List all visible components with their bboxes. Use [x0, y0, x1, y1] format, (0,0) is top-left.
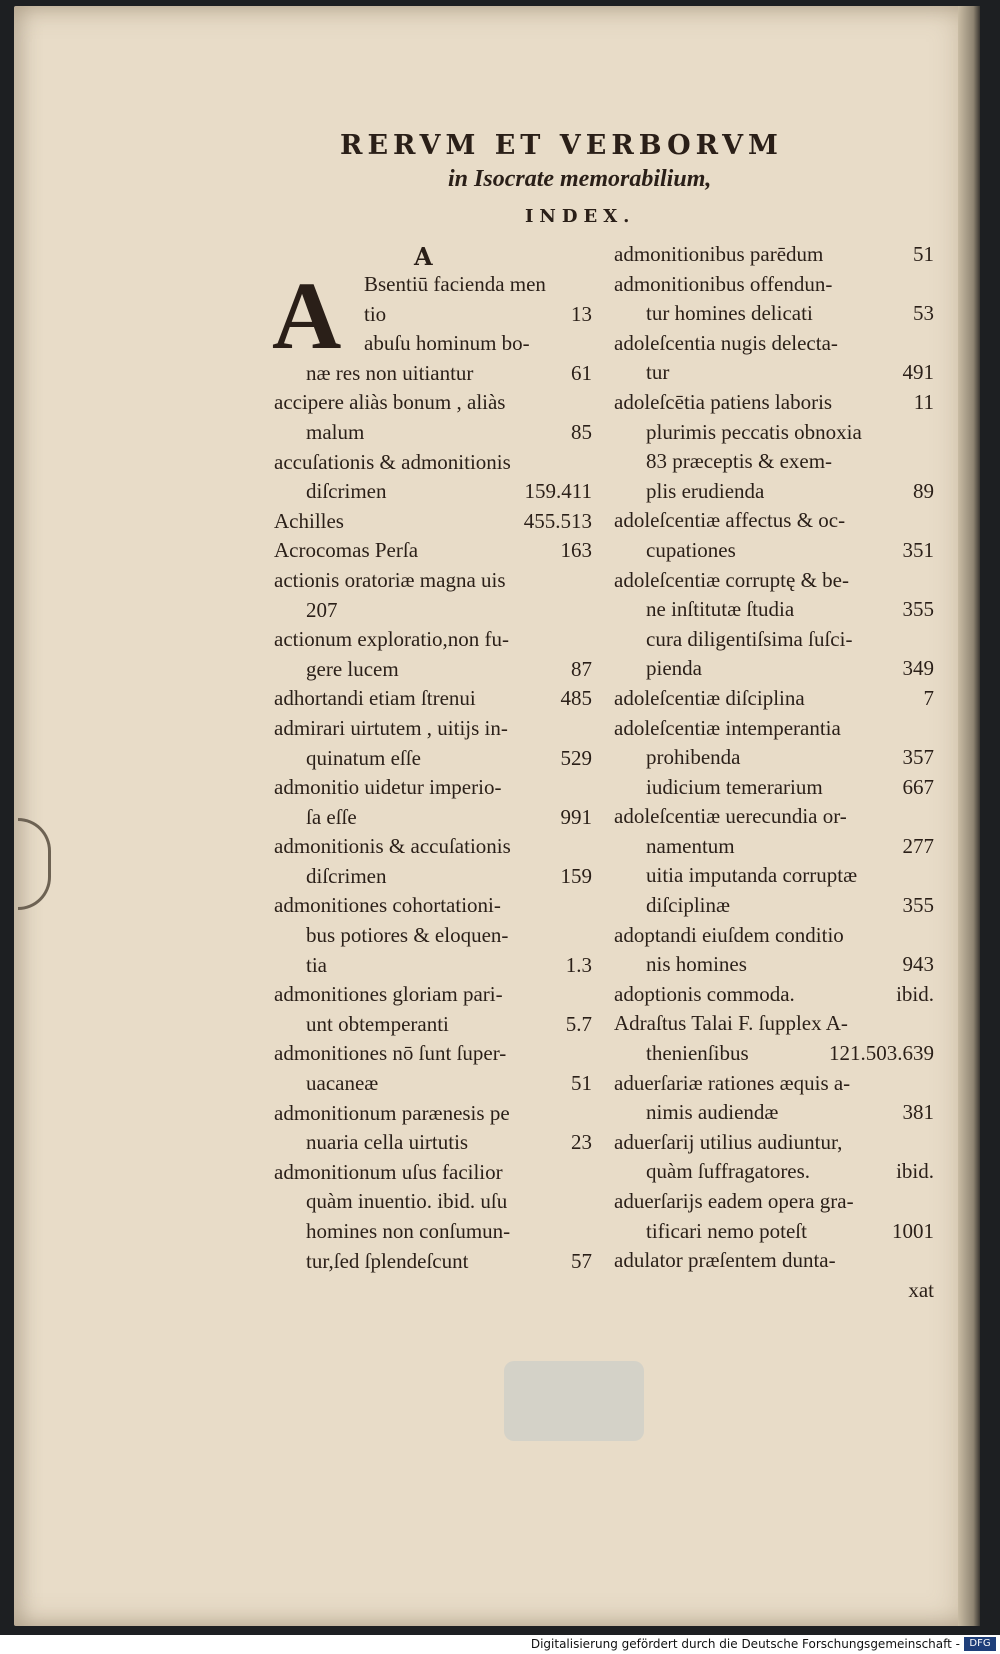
- index-entry: [274, 891, 592, 921]
- entry-text: adoptionis commoda.: [614, 981, 795, 1006]
- index-entry: [614, 477, 934, 507]
- index-entry: [274, 862, 592, 892]
- index-entry: [614, 891, 934, 921]
- index-entry: [274, 921, 592, 951]
- index-entry: [274, 773, 592, 803]
- index-entry: [614, 1069, 934, 1099]
- index-entry: [274, 1069, 592, 1099]
- entry-page-number: 159: [560, 863, 592, 888]
- entry-page-number: 57: [571, 1248, 592, 1273]
- entry-text: quàm ſuffragatores.: [646, 1159, 811, 1184]
- entry-page-number: 349: [902, 656, 934, 681]
- entry-text: aduerſarijs eadem opera gra-: [614, 1189, 854, 1213]
- entry-text: pienda: [646, 656, 702, 681]
- entry-text: aduerſariæ rationes æquis a-: [614, 1070, 851, 1095]
- index-entry: [614, 566, 934, 596]
- entry-text: admonitiones cohortationi-: [274, 893, 501, 918]
- entry-page-number: 5.7: [565, 1011, 592, 1036]
- entry-page-number: 13: [571, 301, 592, 326]
- index-entry: [274, 477, 592, 507]
- entry-text: plis erudienda: [646, 478, 765, 503]
- entry-page-number: 943: [902, 952, 934, 977]
- entry-text: adoleſcentiæ diſciplina: [614, 685, 805, 710]
- entry-page-number: 485: [560, 686, 592, 711]
- index-entry: [614, 447, 934, 477]
- index-entry: [274, 655, 592, 685]
- entry-text: admonitionum parænesis pe: [274, 1100, 510, 1125]
- entry-text: adoleſcentiæ corruptę & be-: [614, 567, 849, 592]
- entry-text: adoleſcentiæ affectus & oc-: [614, 508, 846, 533]
- index-entry: [614, 418, 934, 448]
- entry-text: admonitio uidetur imperio-: [274, 775, 502, 800]
- index-column-right: [614, 240, 934, 1305]
- entry-text: ne inſtitutæ ſtudia: [646, 597, 795, 622]
- index-entry: [614, 1157, 934, 1187]
- index-entry: [274, 300, 592, 330]
- index-entry: [274, 1187, 592, 1217]
- index-entry: [274, 684, 592, 714]
- entry-page-number: ibid.: [896, 981, 934, 1006]
- entry-text: nimis audiendæ: [646, 1100, 779, 1125]
- index-entry: [614, 921, 934, 951]
- entry-text: admonitiones gloriam pari-: [274, 982, 503, 1007]
- index-entry: [614, 358, 934, 388]
- index-entry: [614, 1098, 934, 1128]
- entry-text: admirari uirtutem , uitijs in-: [274, 715, 508, 740]
- entry-text: bus potiores & eloquen-: [306, 923, 509, 948]
- index-entry: [274, 625, 592, 655]
- entry-page-number: 159.411: [524, 479, 592, 504]
- index-entry: [274, 359, 592, 389]
- index-entry: [274, 832, 592, 862]
- index-entry: [274, 1099, 592, 1129]
- entry-page-number: 121.503.639: [829, 1041, 934, 1066]
- drop-cap: A: [272, 262, 342, 369]
- section-letter: A: [414, 242, 433, 271]
- entry-text: tur homines delicati: [646, 301, 813, 326]
- index-column-left: [272, 262, 592, 1276]
- entry-text: adoptandi eiuſdem conditio: [614, 922, 844, 947]
- index-entry: [614, 980, 934, 1010]
- index-entry: [614, 299, 934, 329]
- index-entry: [614, 950, 934, 980]
- index-entry: [274, 448, 592, 478]
- index-entry: [614, 1009, 934, 1039]
- entry-page-number: 491: [902, 360, 934, 385]
- index-entry: [614, 684, 934, 714]
- entry-page-number: 51: [913, 242, 934, 266]
- index-entry: [614, 536, 934, 566]
- entry-text: diſciplinæ: [646, 893, 730, 918]
- entry-text: adoleſcentiæ uerecundia or-: [614, 804, 847, 829]
- entry-page-number: 53: [913, 301, 934, 326]
- entry-text: admonitionibus offendun-: [614, 271, 833, 296]
- index-entry: [614, 1217, 934, 1247]
- entry-page-number: 87: [571, 656, 592, 681]
- index-entry: [614, 773, 934, 803]
- index-entry: [614, 329, 934, 359]
- entry-text: adoleſcentiæ intemperantia: [614, 715, 841, 740]
- entry-text: 83 præceptis & exem-: [646, 449, 833, 474]
- index-entry: [614, 595, 934, 625]
- entry-text: admonitionibus parēdum: [614, 242, 824, 266]
- index-entry: [274, 1128, 592, 1158]
- page-gutter: [958, 6, 980, 1626]
- entry-text: 207: [306, 597, 338, 622]
- entry-text: namentum: [646, 833, 735, 858]
- entry-page-number: 61: [571, 360, 592, 385]
- entry-text: quàm inuentio. ibid. uſu: [306, 1189, 508, 1214]
- entry-page-number: 381: [902, 1100, 934, 1125]
- index-entry: [614, 743, 934, 773]
- entry-text: unt obtemperanti: [306, 1011, 449, 1036]
- index-subtitle: in Isocrate memorabilium,: [448, 166, 712, 192]
- entry-page-number: 351: [902, 537, 934, 562]
- entry-text: thenienſibus: [646, 1041, 749, 1066]
- entry-text: admonitionis & accuſationis: [274, 834, 511, 859]
- entry-text: plurimis peccatis obnoxia: [646, 419, 862, 444]
- index-entry: [274, 951, 592, 981]
- footer-credit: Digitalisierung gefördert durch die Deutsche Forschungsgemeinschaft -: [530, 1637, 960, 1651]
- entry-text: accuſationis & admonitionis: [274, 449, 511, 474]
- entry-page-number: ibid.: [896, 1159, 934, 1184]
- index-entry: [614, 654, 934, 684]
- index-heading: INDEX.: [525, 206, 636, 227]
- entry-page-number: 1.3: [565, 952, 592, 977]
- index-entry: [274, 1010, 592, 1040]
- digitization-footer: [0, 1635, 1000, 1654]
- entry-text: prohibenda: [646, 745, 741, 770]
- index-entry: [614, 832, 934, 862]
- index-entry: [274, 536, 592, 566]
- entry-text: ſa eſſe: [306, 804, 357, 829]
- entry-text: actionum exploratio,non fu-: [274, 627, 510, 652]
- entry-text: adhortandi etiam ſtrenui: [274, 686, 476, 711]
- index-entry: [274, 1217, 592, 1247]
- entry-text: diſcrimen: [306, 863, 387, 888]
- entry-page-number: 455.513: [523, 508, 592, 533]
- entry-text: Adraſtus Talai F. ſupplex A-: [614, 1011, 848, 1036]
- entry-page-number: 85: [571, 419, 592, 444]
- entry-text: nis homines: [646, 952, 747, 977]
- entry-text: quinatum eſſe: [306, 745, 421, 770]
- entry-text: homines non conſumun-: [306, 1219, 511, 1243]
- entry-page-number: 23: [571, 1130, 592, 1155]
- index-entry: [274, 566, 592, 596]
- index-entry: [274, 596, 592, 626]
- entry-text: næ res non uitiantur: [306, 360, 474, 385]
- index-entry: [274, 1247, 592, 1277]
- index-entry: [614, 1187, 934, 1217]
- index-entry: [614, 1039, 934, 1069]
- entry-text: actionis oratoriæ magna uis: [274, 567, 506, 592]
- entry-page-number: 7: [923, 685, 934, 710]
- entry-text: Achilles: [274, 508, 344, 533]
- index-entry: [274, 507, 592, 537]
- index-entry: [614, 270, 934, 300]
- index-title: RERVM ET VERBORVM: [340, 130, 783, 161]
- index-entry: [274, 744, 592, 774]
- index-entry: [614, 802, 934, 832]
- entry-text: adoleſcētia patiens laboris: [614, 389, 833, 414]
- index-entry: [614, 240, 934, 270]
- entry-text: uitia imputanda corruptæ: [646, 863, 858, 888]
- entry-text: malum: [306, 419, 365, 444]
- index-entry: [614, 1128, 934, 1158]
- entry-text: abuſu hominum bo-: [364, 331, 530, 356]
- entry-text: xat: [908, 1277, 934, 1302]
- entry-text: tur: [646, 360, 670, 385]
- index-entry: [274, 980, 592, 1010]
- library-stamp: [504, 1361, 644, 1441]
- entry-text: gere lucem: [306, 656, 399, 681]
- index-entry: [614, 625, 934, 655]
- page-clip: [18, 818, 51, 910]
- entry-text: tia: [306, 952, 327, 977]
- index-entry: [614, 1246, 934, 1276]
- entry-page-number: 51: [571, 1071, 592, 1096]
- entry-page-number: 667: [902, 774, 934, 799]
- index-entry: [614, 861, 934, 891]
- index-entry: [274, 1158, 592, 1188]
- entry-page-number: 355: [902, 597, 934, 622]
- entry-text: Acrocomas Perſa: [274, 538, 419, 563]
- entry-page-number: 89: [913, 478, 934, 503]
- index-entry: [614, 1276, 934, 1306]
- index-entry: [274, 329, 592, 359]
- index-entry: [274, 803, 592, 833]
- entry-text: tio: [364, 301, 387, 326]
- entry-page-number: 277: [902, 833, 934, 858]
- index-entry: [274, 388, 592, 418]
- index-entry: [614, 388, 934, 418]
- index-entry: [274, 270, 592, 300]
- entry-page-number: 991: [560, 804, 592, 829]
- entry-text: iudicium temerarium: [646, 774, 823, 799]
- entry-text: cura diligentiſsima ſuſci-: [646, 626, 853, 651]
- entry-text: nuaria cella uirtutis: [306, 1130, 469, 1155]
- entry-page-number: 355: [902, 893, 934, 918]
- entry-text: adulator præſentem duntа-: [614, 1248, 836, 1273]
- entry-page-number: 163: [560, 538, 592, 563]
- entry-text: tur,ſed ſplendeſcunt: [306, 1248, 469, 1273]
- entry-text: aduerſarij utilius audiuntur,: [614, 1129, 843, 1154]
- entry-text: tificari nemo poteſt: [646, 1218, 807, 1243]
- index-entry: [274, 418, 592, 448]
- entry-page-number: 1001: [892, 1218, 934, 1243]
- entry-text: adoleſcentia nugis delecta-: [614, 330, 838, 355]
- entry-text: admonitionum uſus facilior: [274, 1159, 503, 1184]
- entry-text: uacaneæ: [306, 1071, 379, 1096]
- index-entry: [274, 1039, 592, 1069]
- entry-page-number: 11: [913, 389, 934, 414]
- entry-page-number: 357: [902, 745, 934, 770]
- dfg-logo: DFG: [964, 1637, 996, 1651]
- entry-text: admonitiones nō ſunt ſuper-: [274, 1041, 507, 1066]
- entry-page-number: 529: [560, 745, 592, 770]
- entry-text: cupationes: [646, 537, 736, 562]
- index-entry: [614, 714, 934, 744]
- index-entry: [614, 506, 934, 536]
- entry-text: accipere aliàs bonum , aliàs: [274, 390, 506, 415]
- entry-text: diſcrimen: [306, 479, 387, 504]
- index-entry: [274, 714, 592, 744]
- entry-text: Bsentiū facienda men: [364, 272, 546, 296]
